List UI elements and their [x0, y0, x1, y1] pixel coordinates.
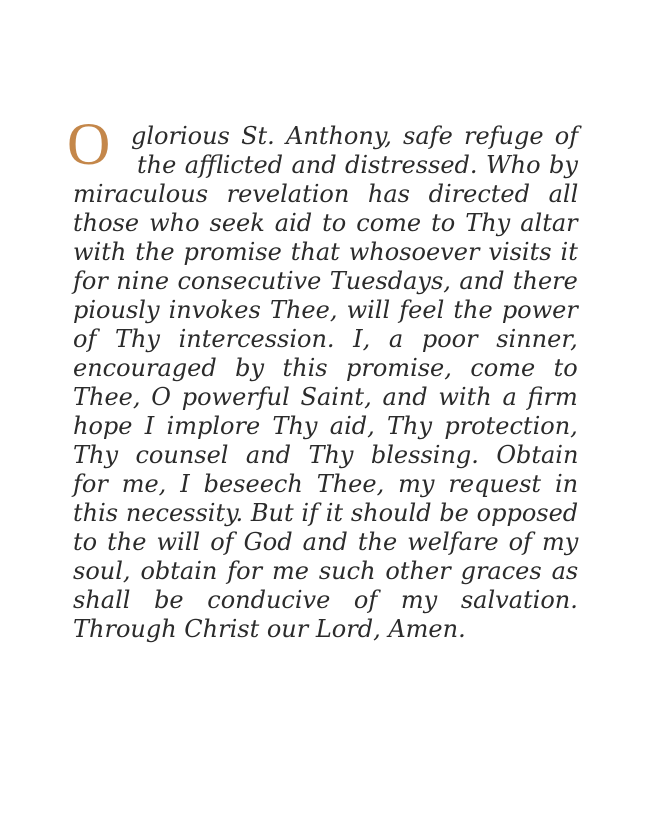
drop-cap-letter: O [67, 111, 111, 177]
prayer-line: with the promise that whosoever visits it [73, 238, 578, 266]
prayer-text-block [67, 111, 579, 644]
prayer-line: soul, obtain for me such other graces as [73, 557, 579, 585]
prayer-line: those who seek aid to come to Thy altar [73, 209, 578, 237]
prayer-line: encouraged by this promise, come to [73, 354, 578, 382]
prayer-line: Through Christ our Lord, Amen. [73, 615, 466, 643]
prayer-line: for nine consecutive Tuesdays, and there [73, 267, 578, 295]
prayer-line: Thee, O powerful Saint, and with a firm [73, 383, 578, 411]
prayer-line: hope I implore Thy aid, Thy protection, [73, 412, 578, 440]
prayer-line: to the will of God and the welfare of my [73, 528, 579, 556]
prayer-line: piously invokes Thee, will feel the power [73, 296, 578, 324]
prayer-line: for me, I beseech Thee, my request in [73, 470, 579, 498]
prayer-line: miraculous revelation has directed all [73, 180, 579, 208]
prayer-line: of Thy intercession. I, a poor sinner, [73, 325, 578, 353]
prayer-line: glorious St. Anthony, safe refuge of [131, 122, 579, 150]
prayer-line: the afflicted and distressed. Who by [137, 151, 578, 179]
prayer-line: Thy counsel and Thy blessing. Obtain [73, 441, 579, 469]
prayer-line: this necessity. But if it should be opposed [73, 499, 579, 527]
prayer-line: shall be conducive of my salvation. [73, 586, 578, 614]
